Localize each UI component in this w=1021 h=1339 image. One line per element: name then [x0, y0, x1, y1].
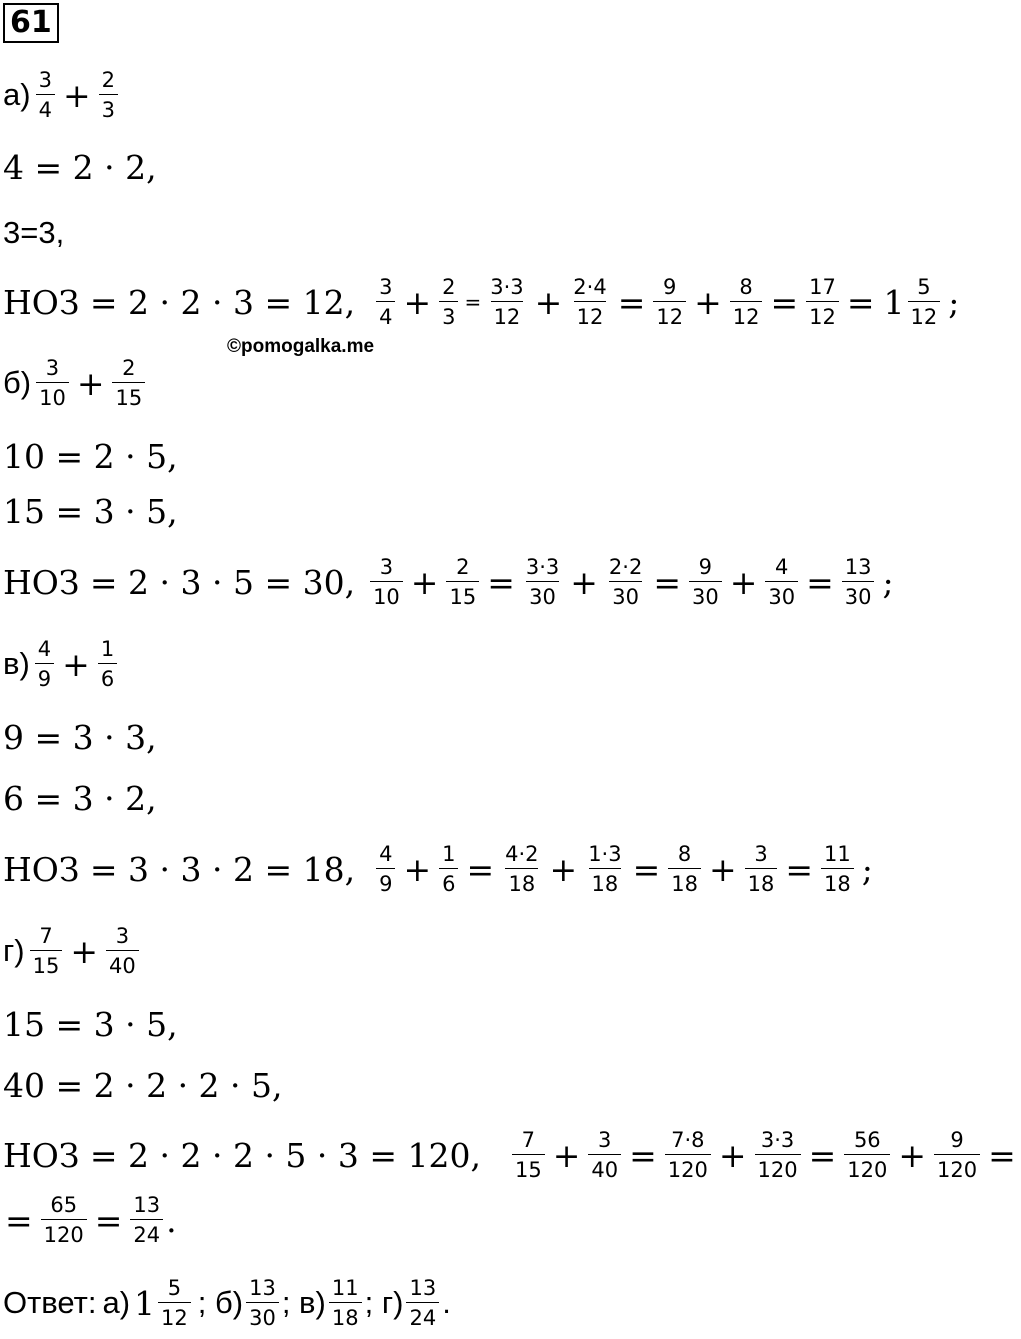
fraction: [329, 1276, 362, 1330]
fraction-denominator: 30: [526, 581, 559, 609]
math-symbol: +: [694, 282, 722, 322]
fraction-denominator: 12: [908, 301, 941, 329]
fraction-denominator: 10: [370, 581, 403, 609]
fraction-numerator: 4·2: [505, 842, 539, 866]
fraction: [376, 842, 395, 896]
fraction: [512, 1128, 545, 1182]
part-b-solution: [3, 555, 899, 609]
fraction: [36, 68, 55, 122]
fraction: [446, 555, 479, 609]
math-symbol: =: [617, 282, 646, 322]
fraction: [112, 356, 145, 410]
math-symbol: =: [632, 849, 661, 889]
math-symbol: =: [653, 562, 681, 602]
fraction: [755, 1128, 801, 1182]
math-symbol: =: [806, 562, 834, 602]
math-symbol: 1: [883, 282, 905, 322]
fraction-denominator: 12: [806, 301, 839, 329]
fraction-numerator: 3: [115, 924, 130, 948]
fraction: [439, 275, 458, 329]
factorization-line: 9 = 3 · 3,: [3, 718, 157, 757]
fraction-numerator: 3·3: [490, 275, 524, 299]
fraction: [30, 924, 63, 978]
math-symbol: =: [464, 290, 482, 315]
math-symbol: =: [466, 849, 495, 889]
part-v-label: в): [3, 646, 30, 682]
fraction: [106, 924, 139, 978]
math-symbol: +: [708, 849, 737, 889]
fraction-denominator: 40: [588, 1154, 621, 1182]
fraction-denominator: 18: [505, 868, 538, 896]
part-a-header: [3, 68, 121, 122]
fraction-numerator: 2: [456, 555, 470, 579]
answer-text: а): [102, 1285, 131, 1321]
fraction-numerator: 2·4: [573, 275, 607, 299]
fraction-numerator: 2: [122, 356, 136, 380]
fraction: [487, 275, 526, 329]
fraction-denominator: 15: [446, 581, 479, 609]
fraction-denominator: 12: [491, 301, 524, 329]
fraction: [158, 1276, 191, 1330]
answer-text: ; г): [364, 1285, 404, 1321]
noz-line: НОЗ = 2 · 2 · 2 · 5 · 3 = 120,: [3, 1135, 481, 1175]
fraction-numerator: 13: [133, 1193, 161, 1217]
fraction: [606, 555, 645, 609]
math-symbol: =: [487, 562, 515, 602]
answer-line: [3, 1276, 451, 1330]
factorization-line: 6 = 3 · 2,: [3, 779, 157, 818]
fraction-numerator: 5: [167, 1276, 182, 1300]
fraction-numerator: 8: [739, 275, 753, 299]
math-symbol: +: [570, 562, 598, 602]
fraction-numerator: 2: [442, 275, 456, 299]
fraction-denominator: 12: [730, 301, 763, 329]
math-symbol: =: [846, 282, 875, 322]
math-symbol: =: [785, 849, 814, 889]
fraction: [36, 356, 69, 410]
part-v-solution: [3, 842, 878, 896]
fraction-denominator: 120: [755, 1154, 801, 1182]
fraction-denominator: 120: [665, 1154, 711, 1182]
fraction-denominator: 3: [439, 301, 458, 329]
math-symbol: ;: [882, 562, 894, 602]
fraction: [523, 555, 562, 609]
math-symbol: =: [94, 1200, 123, 1240]
fraction: [370, 555, 403, 609]
fraction: [689, 555, 722, 609]
math-symbol: +: [729, 562, 758, 602]
part-g-solution: [3, 1128, 1021, 1182]
math-symbol: =: [629, 1135, 657, 1175]
fraction-denominator: 4: [36, 94, 55, 122]
part-a-solution: [3, 275, 964, 329]
fraction-numerator: 3: [38, 68, 52, 92]
fraction-numerator: 7·8: [671, 1128, 705, 1152]
fraction-denominator: 24: [406, 1302, 439, 1330]
fraction-numerator: 4: [775, 555, 789, 579]
fraction: [35, 637, 54, 691]
math-symbol: ;: [948, 282, 960, 322]
answer-label: Ответ:: [3, 1285, 97, 1321]
fraction: [653, 275, 686, 329]
fraction-numerator: 65: [50, 1193, 78, 1217]
fraction-numerator: 8: [677, 842, 692, 866]
fraction: [99, 68, 118, 122]
watermark: ©pomogalka.me: [227, 336, 375, 357]
part-g-continuation: [0, 1193, 182, 1247]
fraction-denominator: 120: [934, 1154, 980, 1182]
fraction-denominator: 15: [512, 1154, 545, 1182]
fraction-numerator: 13: [249, 1276, 276, 1300]
math-symbol: +: [898, 1135, 927, 1175]
fraction-numerator: 11: [824, 842, 851, 866]
fraction-numerator: 3: [45, 356, 60, 380]
fraction-denominator: 120: [41, 1219, 87, 1247]
math-symbol: =: [770, 282, 799, 322]
plus-sign: +: [70, 931, 99, 971]
factorization-line: 40 = 2 · 2 · 2 · 5,: [3, 1066, 283, 1105]
fraction-numerator: 5: [917, 275, 931, 299]
fraction-denominator: 9: [35, 663, 54, 691]
math-symbol: =: [988, 1135, 1016, 1175]
fraction-numerator: 3·3: [760, 1128, 795, 1152]
fraction: [821, 842, 854, 896]
fraction: [41, 1193, 87, 1247]
fraction-numerator: 2·2: [608, 555, 643, 579]
answer-text: ; б): [197, 1285, 244, 1321]
fraction: [668, 842, 701, 896]
fraction: [502, 842, 541, 896]
fraction: [246, 1276, 279, 1330]
fraction: [934, 1128, 980, 1182]
fraction: [844, 1128, 890, 1182]
fraction-denominator: 18: [821, 868, 854, 896]
math-symbol: =: [808, 1135, 837, 1175]
fraction-numerator: 7: [39, 924, 53, 948]
fraction-denominator: 6: [98, 663, 117, 691]
factorization-line: 15 = 3 · 5,: [3, 492, 178, 531]
fraction-denominator: 12: [653, 301, 686, 329]
fraction: [376, 275, 395, 329]
fraction: [806, 275, 839, 329]
fraction: [570, 275, 609, 329]
fraction: [842, 555, 875, 609]
fraction-denominator: 18: [745, 868, 778, 896]
fraction-denominator: 18: [589, 868, 622, 896]
plus-sign: +: [62, 644, 90, 684]
math-symbol: +: [552, 1135, 581, 1175]
fraction-denominator: 12: [158, 1302, 191, 1330]
fraction-denominator: 12: [574, 301, 607, 329]
fraction-numerator: 9: [950, 1128, 964, 1152]
fraction-numerator: 1: [100, 637, 115, 661]
fraction-numerator: 11: [331, 1276, 359, 1300]
part-g-header: [3, 924, 142, 978]
fraction-denominator: 120: [844, 1154, 890, 1182]
factorization-line: 10 = 2 · 5,: [3, 437, 178, 476]
fraction-denominator: 30: [842, 581, 875, 609]
part-v-header: [3, 637, 120, 691]
fraction: [439, 842, 458, 896]
fraction-denominator: 6: [439, 868, 458, 896]
part-a-label: а): [3, 77, 31, 113]
fraction-denominator: 4: [376, 301, 395, 329]
fraction: [765, 555, 798, 609]
fraction-denominator: 18: [329, 1302, 362, 1330]
fraction-denominator: 15: [30, 950, 63, 978]
fraction-denominator: 40: [106, 950, 139, 978]
fraction: [730, 275, 763, 329]
math-symbol: =: [5, 1200, 33, 1240]
fraction-numerator: 56: [853, 1128, 881, 1152]
plus-sign: +: [62, 75, 91, 115]
fraction-numerator: 3: [379, 555, 394, 579]
fraction-numerator: 17: [809, 275, 836, 299]
math-symbol: +: [403, 849, 432, 889]
fraction-numerator: 2: [101, 68, 115, 92]
noz-line: НОЗ = 2 · 3 · 5 = 30,: [3, 562, 356, 602]
fraction-numerator: 3: [379, 275, 393, 299]
fraction-numerator: 7: [521, 1128, 536, 1152]
fraction: [98, 637, 117, 691]
fraction-denominator: 24: [130, 1219, 163, 1247]
math-symbol: .: [166, 1200, 177, 1240]
fraction-denominator: 15: [112, 382, 145, 410]
part-b-label: б): [3, 365, 32, 401]
answer-text: .: [442, 1285, 451, 1321]
fraction-numerator: 9: [698, 555, 713, 579]
math-symbol: ;: [861, 849, 873, 889]
math-symbol: +: [718, 1135, 747, 1175]
fraction-numerator: 4: [37, 637, 52, 661]
fraction-numerator: 3: [598, 1128, 612, 1152]
math-symbol: +: [403, 282, 432, 322]
fraction-numerator: 9: [663, 275, 677, 299]
noz-line: НОЗ = 3 · 3 · 2 = 18,: [3, 849, 356, 889]
fraction-denominator: 9: [376, 868, 395, 896]
fraction-denominator: 30: [689, 581, 722, 609]
fraction-denominator: 10: [36, 382, 69, 410]
fraction: [665, 1128, 711, 1182]
factorization-line: 4 = 2 · 2,: [3, 148, 157, 187]
factorization-line: 3=3,: [3, 215, 65, 250]
math-symbol: +: [534, 282, 563, 322]
fraction-denominator: 18: [668, 868, 701, 896]
plus-sign: +: [76, 363, 105, 403]
fraction-denominator: 30: [609, 581, 642, 609]
math-symbol: +: [549, 849, 578, 889]
factorization-line: 15 = 3 · 5,: [3, 1005, 178, 1044]
fraction-numerator: 1: [442, 842, 456, 866]
fraction-denominator: 30: [765, 581, 798, 609]
part-g-label: г): [3, 933, 25, 969]
fraction-numerator: 4: [379, 842, 393, 866]
part-b-header: [3, 356, 148, 410]
fraction: [585, 842, 624, 896]
noz-line: НОЗ = 2 · 2 · 3 = 12,: [3, 282, 356, 322]
fraction-numerator: 13: [844, 555, 872, 579]
math-symbol: +: [410, 562, 439, 602]
math-symbol: 1: [134, 1283, 156, 1323]
problem-number: 61: [3, 3, 59, 43]
fraction-numerator: 3: [754, 842, 768, 866]
fraction: [130, 1193, 163, 1247]
fraction-numerator: 13: [409, 1276, 437, 1300]
fraction-numerator: 1·3: [588, 842, 622, 866]
answer-text: ; в): [281, 1285, 326, 1321]
fraction: [588, 1128, 621, 1182]
fraction-denominator: 3: [99, 94, 118, 122]
fraction: [908, 275, 941, 329]
fraction: [745, 842, 778, 896]
fraction: [406, 1276, 439, 1330]
fraction-denominator: 30: [246, 1302, 279, 1330]
fraction-numerator: 3·3: [525, 555, 560, 579]
